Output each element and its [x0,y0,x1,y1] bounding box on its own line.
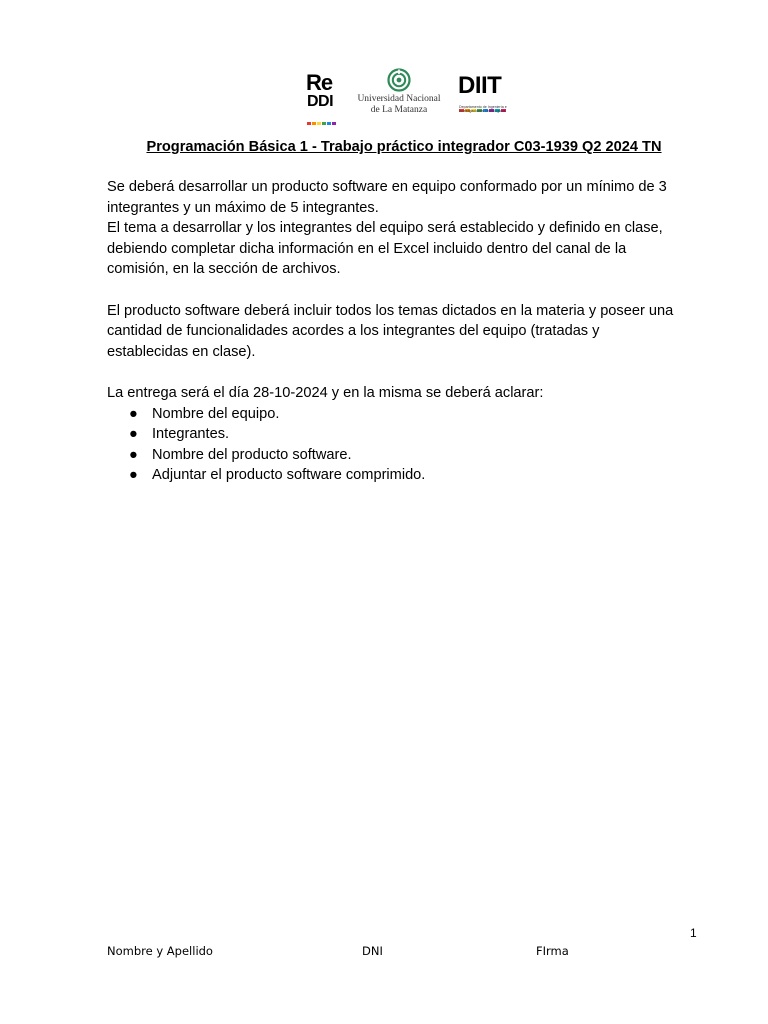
list-item [107,424,707,445]
deliverables-list [107,404,707,486]
list-item [107,404,707,425]
footer-signature-label: FIrma [536,944,569,958]
list-item [107,445,707,466]
stripe-segment [327,122,331,125]
stripe-segment [307,122,311,125]
diit-logo-subtitle-2: Investigaciones Tecnológicas [459,109,506,113]
paragraph-line: comisión, en la sección de archivos. [107,261,341,278]
stripe-segment [322,122,326,125]
paragraph-line: debiendo completar dicha información en el Excel incluido dentro del canal de la [107,240,627,257]
header-logos [300,66,520,122]
stripe-segment [312,122,316,125]
paragraph-line: cantidad de funcionalidades acordes a los integrantes del equipo (tratadas y [107,323,600,340]
paragraph-gap [107,280,707,301]
reddi-logo [306,72,342,116]
unlam-logo-line1: Universidad Nacional [357,94,441,104]
paragraph-line: El producto software deberá incluir todos los temas dictados en la materia y poseer una [107,302,674,319]
paragraph-line: La entrega será el día 28-10-2024 y en la misma se deberá aclarar: [107,384,544,401]
unlam-emblem-icon [387,68,411,92]
document-body [107,177,707,486]
footer-dni-label: DNI [362,944,383,958]
reddi-logo-line1: Re [306,70,333,95]
reddi-logo-line2: DDI [307,93,334,110]
bullet-icon: ● [129,405,138,422]
list-item [107,465,707,486]
diit-logo-text: DIIT [458,72,502,99]
bullet-icon: ● [129,426,138,443]
paragraph-gap [107,362,707,383]
paragraph-line: El tema a desarrollar y los integrantes del equipo será establecido y definido en clase, [107,220,663,237]
diit-logo-subtitle-1: Departamento de Ingeniería e [459,105,507,109]
stripe-segment [332,122,336,125]
document-title: Programación Básica 1 - Trabajo práctico integrador C03-1939 Q2 2024 TN [146,139,662,155]
paragraph-line: integrantes y un máximo de 5 integrantes. [107,199,379,216]
reddi-color-stripe [307,112,337,115]
paragraph-line: establecidas en clase). [107,343,256,360]
stripe-segment [317,122,321,125]
diit-logo [458,74,516,118]
unlam-logo-line2: de La Matanza [370,105,428,115]
diit-color-stripe [459,99,511,102]
footer-name-label: Nombre y Apellido [107,944,213,958]
unlam-logo [354,66,444,122]
paragraph-line: Se deberá desarrollar un producto software en equipo conformado por un mínimo de 3 [107,179,667,195]
bullet-icon: ● [129,467,138,484]
list-item-text: Integrantes. [152,426,230,443]
list-item-text: Nombre del equipo. [152,405,280,422]
bullet-icon: ● [129,446,138,463]
page-number: 1 [690,926,697,940]
list-item-text: Adjuntar el producto software comprimido. [152,467,426,484]
list-item-text: Nombre del producto software. [152,446,352,463]
